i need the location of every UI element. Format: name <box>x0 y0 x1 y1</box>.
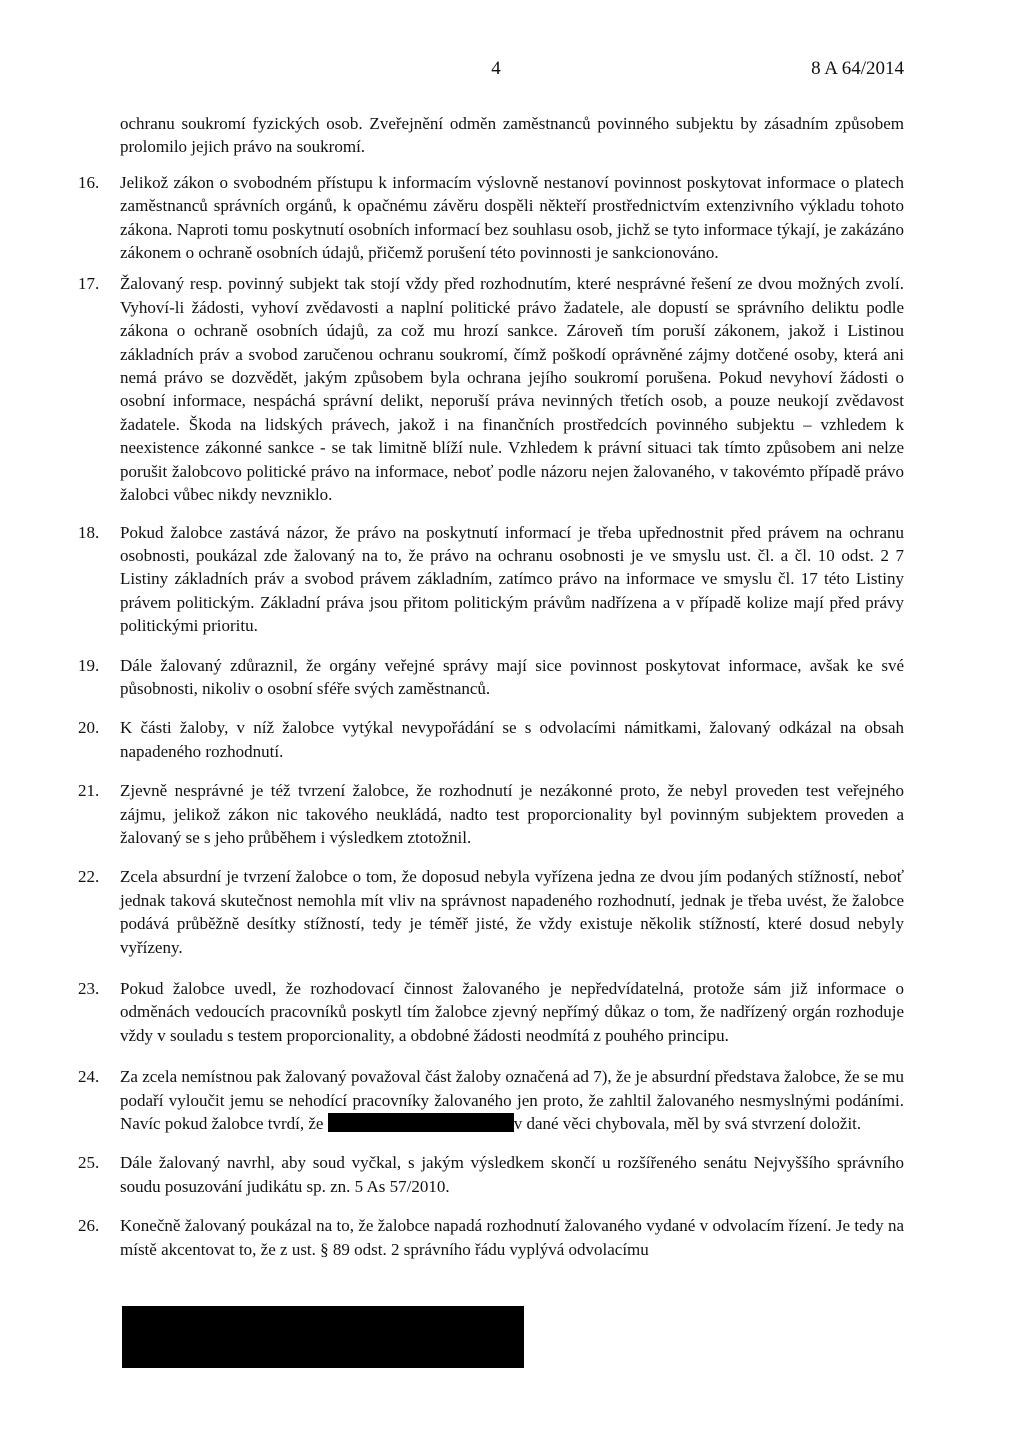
paragraph-number: 23. <box>78 979 100 998</box>
paragraph-number: 24. <box>78 1067 100 1087</box>
footer-redaction-bar <box>122 1306 524 1368</box>
paragraph-text: Dále žalovaný navrhl, aby soud vyčkal, s jakým výsledkem skončí u rozšířeného senátu Nejvyššího správního soudu posuzování judikátu sp. zn. 5 As 57/2010. <box>120 1153 904 1196</box>
paragraph-text: K části žaloby, v níž žalobce vytýkal nevypořádání se s odvolacími námitkami, žalovaný odkázal na obsah napadeného rozhodnutí. <box>120 718 904 761</box>
case-number: 8 A 64/2014 <box>811 58 904 79</box>
paragraph-number: 19. <box>78 655 100 675</box>
paragraph-22 <box>78 865 904 959</box>
inline-redaction-bar <box>328 1113 514 1132</box>
paragraph-number: 25. <box>78 1153 100 1173</box>
paragraph-17 <box>78 272 904 506</box>
paragraph-23 <box>78 977 904 1047</box>
paragraph-number: 21. <box>78 781 100 801</box>
paragraph-text: Žalovaný resp. povinný subjekt tak stojí vždy před rozhodnutím, které nesprávné řešení ze dvou možných zvolí. Vyhoví-li žádosti, vyhoví zvědavosti a naplní politické právo žadatele, ale dopustí se správního deliktu podle zákona o ochraně osobních údajů, za což mu hrozí sankce. Zároveň tím poruší zákonem, jakož i Listinou základních práv a svobod zaručenou ochranu soukromí, čímž poškodí oprávněné zájmy dotčené osoby, která ani nemá právo se dozvědět, jakým způsobem byla ochrana jejího soukromí porušena. Pokud nevyhoví žádosti o osobní informace, nespáchá správní delikt, neporuší práva nevinných třetích osob, a pouze neukojí zvědavost žadatele. Škoda na lidských právech, jakož i na finančních prostředcích povinného subjektu – vzhledem k neexistence zákonné sankce - se tak limitně blíží nule. Vzhledem k právní situaci tak tímto způsobem ani nelze porušit žalobcovo politické právo na informace, neboť podle názoru nejen žalovaného, v takovémto případě právo žalobci vůbec nikdy nevzniklo. <box>120 274 904 505</box>
paragraph-16 <box>78 171 904 265</box>
paragraph-number: 18. <box>78 522 100 542</box>
paragraph-text: Pokud žalobce zastává názor, že právo na poskytnutí informací je třeba upřednostnit před právem na ochranu osobnosti, poukázal zde žalovaný na to, že právo na ochranu osobnosti je ve smyslu ust. čl. a čl. 10 odst. 2 7 Listiny základních práv a svobod právem základním, zatímco právo na informace ve smyslu čl. 17 této Listiny právem politickým. Základní práva jsou přitom politickým právům nadřízena a v případě kolize mají před právy politickými prioritu. <box>120 522 904 636</box>
paragraph-number: 26. <box>78 1216 100 1236</box>
paragraph-number: 20. <box>78 718 100 738</box>
paragraph-number: 22. <box>78 867 100 887</box>
paragraph-25 <box>78 1151 904 1198</box>
paragraph-26 <box>78 1214 904 1261</box>
paragraph-text <box>120 1065 904 1135</box>
paragraph-text-after-redaction: v dané věci chybovala, měl by svá stvrzení doložit. <box>513 1114 862 1134</box>
document-body <box>78 112 904 1261</box>
paragraph-text: Jelikož zákon o svobodném přístupu k informacím výslovně nestanoví povinnost poskytovat informace o platech zaměstnanců správních orgánů, k opačnému závěru dospěli někteří prostřednictvím extenzivního výkladu tohoto zákona. Naproti tomu poskytnutí osobních informací bez souhlasu osob, jichž se tyto informace týkají, je zakázáno zákonem o ochraně osobních údajů, přičemž porušení této povinnosti je sankcionováno. <box>120 172 904 263</box>
paragraph-text: Pokud žalobce uvedl, že rozhodovací činnost žalovaného je nepředvídatelná, protože sám již informace o odměnách vedoucích pracovníků poskytl tím žalobce zjevný nepřímý důkaz o tom, že nadřízený orgán rozhoduje vždy v souladu s testem proporcionality, a obdobné žádosti neodmítá z pouhého principu. <box>120 979 904 1045</box>
paragraph-18 <box>78 521 904 638</box>
intro-paragraph <box>78 112 904 159</box>
page-number: 4 <box>491 58 501 79</box>
paragraph-24 <box>78 1065 904 1135</box>
paragraph-20 <box>78 716 904 763</box>
paragraph-text: Konečně žalovaný poukázal na to, že žalobce napadá rozhodnutí žalovaného vydané v odvolacím řízení. Je tedy na místě akcentovat to, že z ust. § 89 odst. 2 správního řádu vyplývá odvolacímu <box>120 1216 904 1259</box>
paragraph-text: Zjevně nesprávné je též tvrzení žalobce, že rozhodnutí je nezákonné proto, že nebyl proveden test veřejného zájmu, jelikož zákon nic takového neukládá, nadto test proporcionality byl povinným subjektem proveden a žalovaný se s jeho průběhem i výsledkem ztotožnil. <box>120 781 904 847</box>
paragraph-text: Dále žalovaný zdůraznil, že orgány veřejné správy mají sice povinnost poskytovat informace, avšak ke své působnosti, nikoliv o osobní sféře svých zaměstnanců. <box>120 655 904 698</box>
paragraph-text: Zcela absurdní je tvrzení žalobce o tom, že doposud nebyla vyřízena jedna ze dvou jím podaných stížností, neboť jednak taková skutečnost nemohla mít vliv na správnost napadeného rozhodnutí, jednak je třeba uvést, že žalobce podává průběžně desítky stížností, tedy je téměř jisté, že vždy existuje několik stížností, které dosud nebyly vyřízeny. <box>120 867 904 957</box>
paragraph-number: 16. <box>78 172 100 192</box>
paragraph-number: 17. <box>78 274 100 294</box>
paragraph-21 <box>78 779 904 849</box>
paragraph-19 <box>78 654 904 701</box>
intro-text: ochranu soukromí fyzických osob. Zveřejnění odměn zaměstnanců povinného subjektu by zásadním způsobem prolomilo jejich právo na soukromí. <box>120 114 904 157</box>
paragraph-text-before-redaction: Za zcela nemístnou pak žalovaný považoval část žaloby označená ad 7), že je absurdní představa žalobce, že se mu podaří vyloučit jemu se nehodící pracovníky žalovaného jen proto, že zahltil žalovaného nesmyslnými podáními. Navíc pokud žalobce tvrdí, že <box>120 1067 904 1134</box>
